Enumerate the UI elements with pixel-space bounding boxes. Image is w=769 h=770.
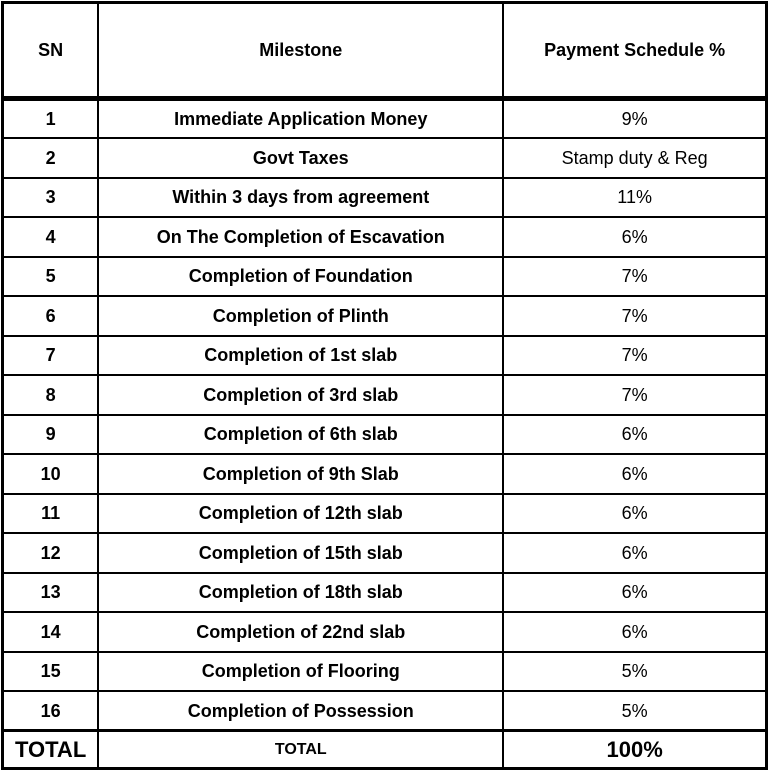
row-milestone: Immediate Application Money [98, 99, 503, 139]
table-row [3, 138, 767, 178]
table-row [3, 375, 767, 415]
row-payment: 6% [503, 533, 766, 573]
row-sn: 13 [3, 573, 99, 613]
row-sn: 1 [3, 99, 99, 139]
row-payment: 6% [503, 217, 766, 257]
total-sn: TOTAL [3, 731, 99, 769]
table-row [3, 573, 767, 613]
header-row [3, 3, 767, 99]
row-payment: 6% [503, 494, 766, 534]
table-row [3, 257, 767, 297]
row-milestone: Completion of 22nd slab [98, 612, 503, 652]
row-sn: 11 [3, 494, 99, 534]
row-milestone: On The Completion of Escavation [98, 217, 503, 257]
row-milestone: Completion of 15th slab [98, 533, 503, 573]
row-milestone: Completion of 9th Slab [98, 454, 503, 494]
payment-schedule-table [1, 1, 768, 770]
row-sn: 6 [3, 296, 99, 336]
row-milestone: Completion of 18th slab [98, 573, 503, 613]
row-milestone: Govt Taxes [98, 138, 503, 178]
row-payment: 7% [503, 336, 766, 376]
row-milestone: Within 3 days from agreement [98, 178, 503, 218]
header-sn: SN [3, 3, 99, 99]
row-payment: 6% [503, 454, 766, 494]
row-sn: 10 [3, 454, 99, 494]
row-milestone: Completion of Flooring [98, 652, 503, 692]
row-payment: 6% [503, 415, 766, 455]
row-sn: 3 [3, 178, 99, 218]
table-row [3, 336, 767, 376]
table-row [3, 494, 767, 534]
table-row [3, 691, 767, 731]
table-body [3, 99, 767, 731]
table-row [3, 99, 767, 139]
row-payment: 6% [503, 573, 766, 613]
row-milestone: Completion of Possession [98, 691, 503, 731]
table-row [3, 652, 767, 692]
total-row [3, 731, 767, 769]
row-sn: 14 [3, 612, 99, 652]
row-milestone: Completion of 6th slab [98, 415, 503, 455]
row-sn: 15 [3, 652, 99, 692]
table-row [3, 612, 767, 652]
row-milestone: Completion of 3rd slab [98, 375, 503, 415]
total-payment: 100% [503, 731, 766, 769]
table-row [3, 533, 767, 573]
row-payment: 7% [503, 296, 766, 336]
row-sn: 9 [3, 415, 99, 455]
row-milestone: Completion of 12th slab [98, 494, 503, 534]
row-sn: 16 [3, 691, 99, 731]
table-row [3, 454, 767, 494]
table-row [3, 415, 767, 455]
row-payment: 7% [503, 375, 766, 415]
row-payment: 5% [503, 652, 766, 692]
row-sn: 4 [3, 217, 99, 257]
row-milestone: Completion of 1st slab [98, 336, 503, 376]
row-payment: 11% [503, 178, 766, 218]
row-milestone: Completion of Foundation [98, 257, 503, 297]
row-payment: Stamp duty & Reg [503, 138, 766, 178]
row-sn: 7 [3, 336, 99, 376]
row-payment: 7% [503, 257, 766, 297]
header-milestone: Milestone [98, 3, 503, 99]
row-milestone: Completion of Plinth [98, 296, 503, 336]
row-sn: 5 [3, 257, 99, 297]
table-row [3, 178, 767, 218]
row-payment: 9% [503, 99, 766, 139]
row-sn: 2 [3, 138, 99, 178]
total-milestone: TOTAL [98, 731, 503, 769]
table-row [3, 217, 767, 257]
row-sn: 8 [3, 375, 99, 415]
row-sn: 12 [3, 533, 99, 573]
table-row [3, 296, 767, 336]
row-payment: 5% [503, 691, 766, 731]
row-payment: 6% [503, 612, 766, 652]
header-payment-schedule: Payment Schedule % [503, 3, 766, 99]
